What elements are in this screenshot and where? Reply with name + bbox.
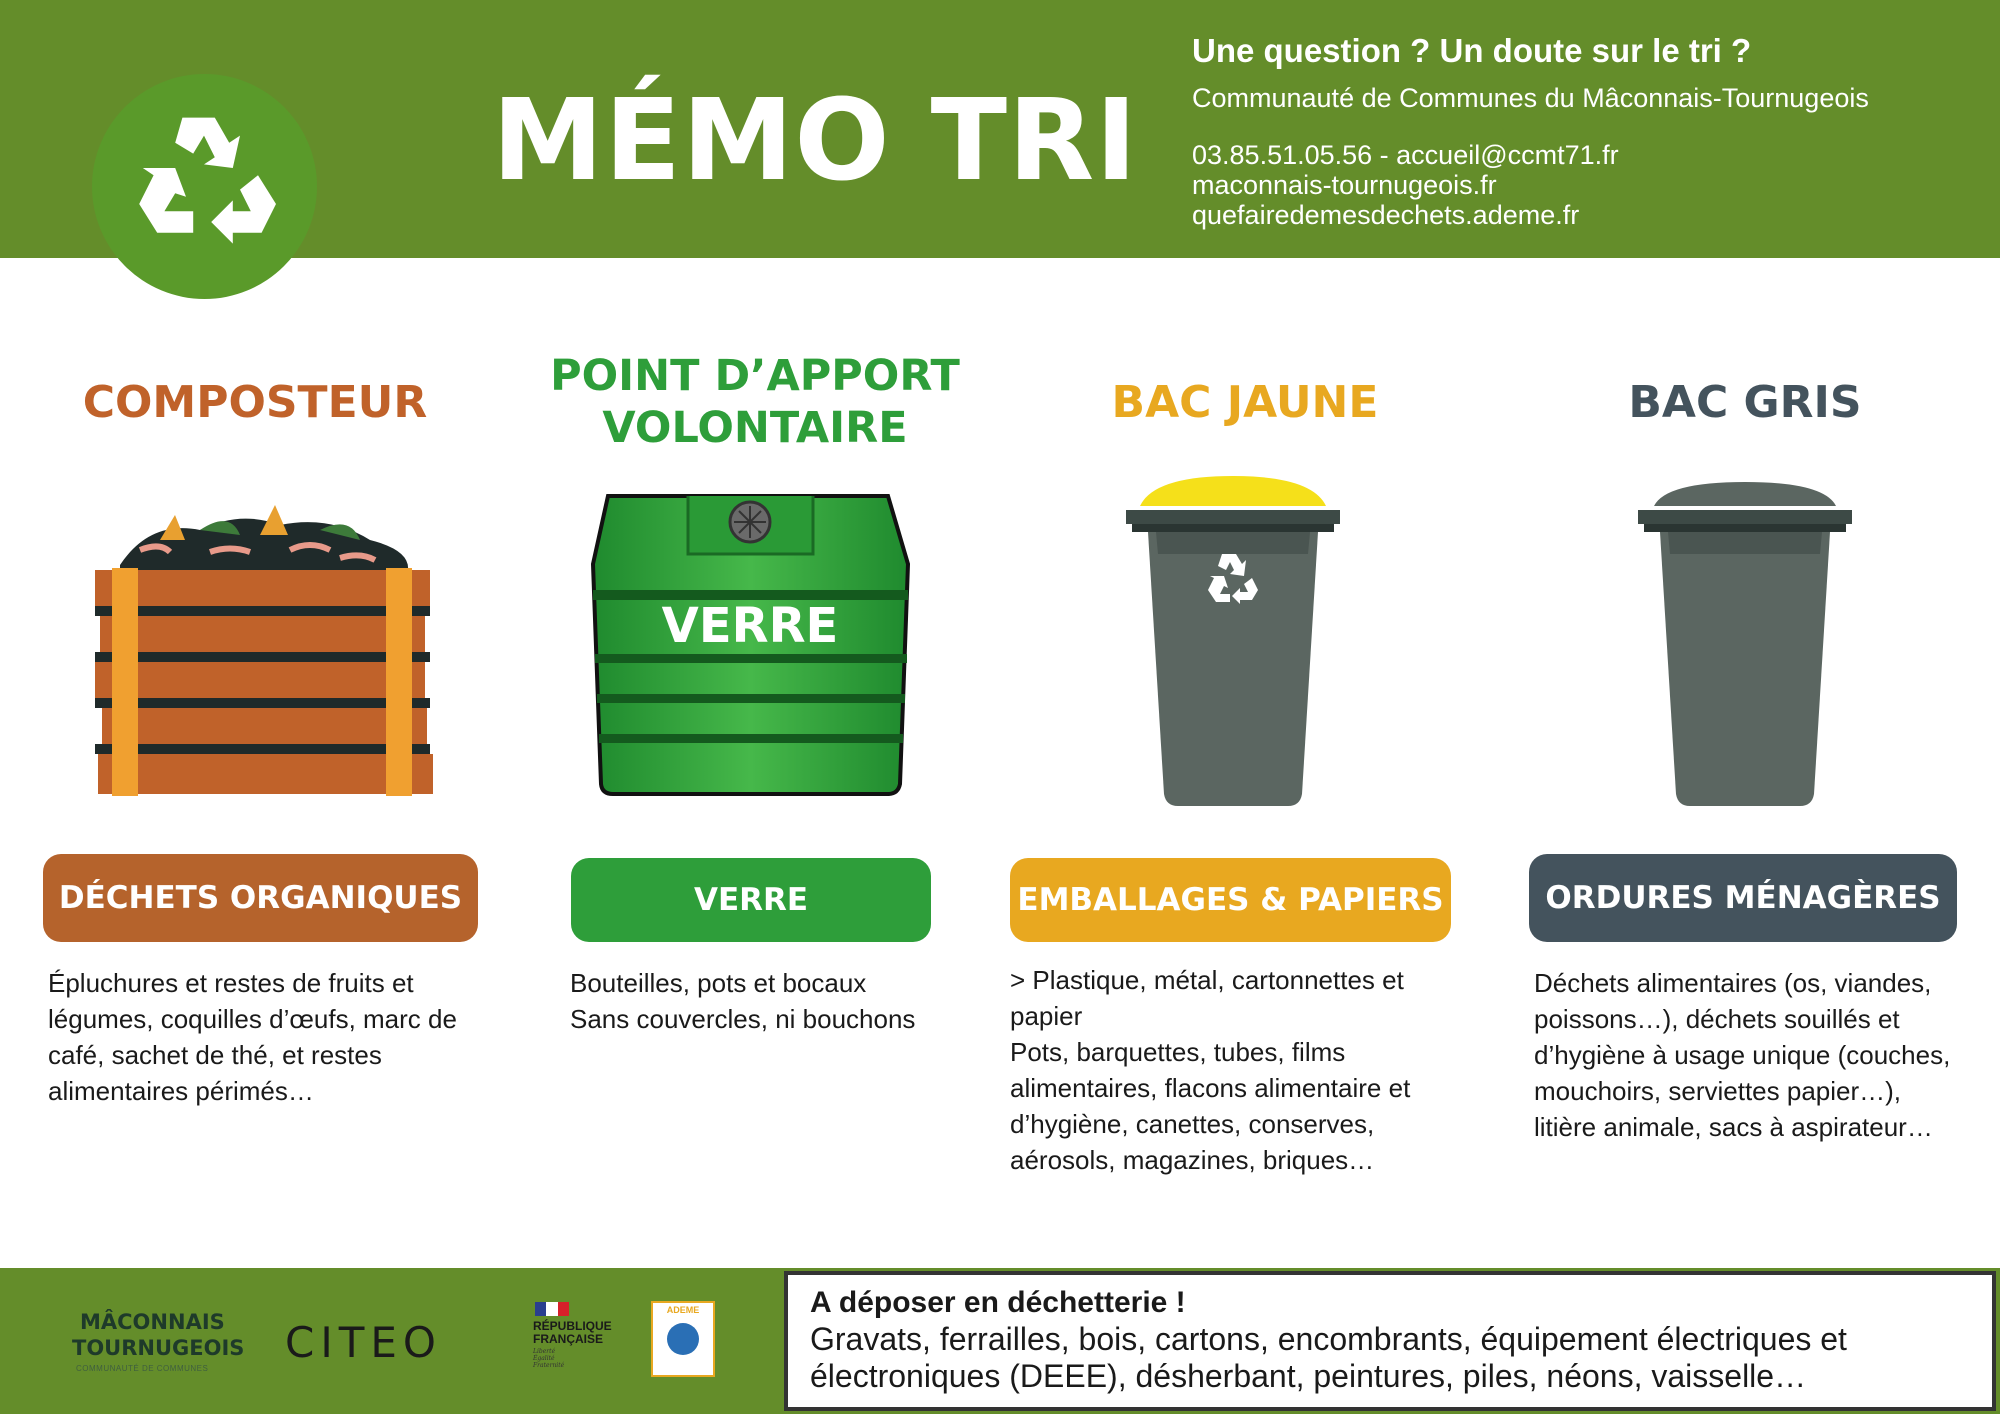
rf-line1: RÉPUBLIQUE (533, 1319, 612, 1333)
description-bac-gris: Déchets alimentaires (os, viandes, poissons…), déchets souillés et d’hygiène à usage unique (couches, mouchoirs, serviettes papier…), litière animale, sacs à aspirateur… (1534, 968, 1951, 1142)
category-emballages-papiers: EMBALLAGES & PAPIERS (1010, 858, 1451, 942)
contact-question: Une question ? Un doute sur le tri ? (1192, 32, 1752, 69)
maconnais-tournugeois-logo (40, 1300, 250, 1390)
dechetterie-title: A déposer en déchetterie ! (810, 1286, 1186, 1319)
title-bac-jaune: BAC JAUNE (1111, 377, 1379, 428)
description-verre-line2: Sans couvercles, ni bouchons (570, 1004, 916, 1034)
rf-motto1: Liberté (533, 1348, 556, 1355)
title-point-apport-line2: VOLONTAIRE (602, 403, 908, 453)
description-bac-jaune-line1: > Plastique, métal, cartonnettes et papier (1010, 965, 1404, 1031)
french-flag-icon (535, 1302, 569, 1316)
category-ordures-menageres: ORDURES MÉNAGÈRES (1529, 854, 1957, 942)
ademe-website-link[interactable]: quefairedemesdechets.ademe.fr (1192, 200, 1580, 230)
phone-email: 03.85.51.05.56 - accueil@ccmt71.fr (1192, 140, 1619, 170)
description-verre (570, 965, 950, 1037)
category-dechets-organiques: DÉCHETS ORGANIQUES (43, 854, 478, 942)
description-bac-jaune-line2: Pots, barquettes, tubes, films alimentaires, flacons alimentaire et d’hygiène, canettes, conserves, aérosols, magazines, briques… (1010, 1037, 1411, 1175)
category-verre: VERRE (571, 858, 931, 942)
title-point-apport (520, 350, 990, 454)
title-point-apport-line1: POINT D’APPORT (550, 351, 960, 401)
recycle-icon (114, 96, 294, 276)
title-bac-gris: BAC GRIS (1628, 377, 1862, 428)
glass-container-icon (588, 494, 913, 796)
website-link[interactable]: maconnais-tournugeois.fr (1192, 170, 1497, 200)
mt-logo-line1: MÂCONNAIS (80, 1310, 225, 1334)
grey-bin-icon (1636, 474, 1854, 809)
description-bac-jaune (1010, 962, 1460, 1178)
compost-bin-icon (90, 490, 440, 815)
globe-icon (667, 1323, 699, 1355)
description-verre-line1: Bouteilles, pots et bocaux (570, 968, 867, 998)
mt-logo-line2: TOURNUGEOIS (72, 1336, 245, 1360)
rf-line2: FRANÇAISE (533, 1332, 604, 1346)
yellow-bin-icon (1124, 474, 1342, 809)
page-title: MÉMO TRI (492, 76, 1138, 206)
description-composteur: Épluchures et restes de fruits et légumes, coquilles d’œufs, marc de café, sachet de thé, et restes alimentaires périmés… (48, 968, 457, 1106)
dechetterie-text: Gravats, ferrailles, bois, cartons, encombrants, équipement électriques et électroniques (DEEE), désherbant, peintures, piles, néons, vaisselle… (810, 1321, 1847, 1394)
citeo-logo: CITEO (285, 1318, 442, 1367)
rf-motto2: Égalité (533, 1355, 555, 1362)
ademe-label: ADEME (666, 1305, 700, 1315)
organization-name: Communauté de Communes du Mâconnais-Tournugeois (1192, 83, 1869, 113)
contact-block (1192, 28, 1992, 230)
ademe-logo (651, 1301, 715, 1377)
container-label: VERRE (661, 598, 839, 654)
rf-motto3: Fraternité (533, 1362, 565, 1369)
title-composteur: COMPOSTEUR (82, 377, 428, 428)
mt-logo-sub: COMMUNAUTÉ DE COMMUNES (76, 1364, 209, 1373)
dechetterie-box (784, 1271, 1996, 1411)
republique-francaise-logo (533, 1300, 633, 1380)
recycle-logo (92, 74, 317, 299)
